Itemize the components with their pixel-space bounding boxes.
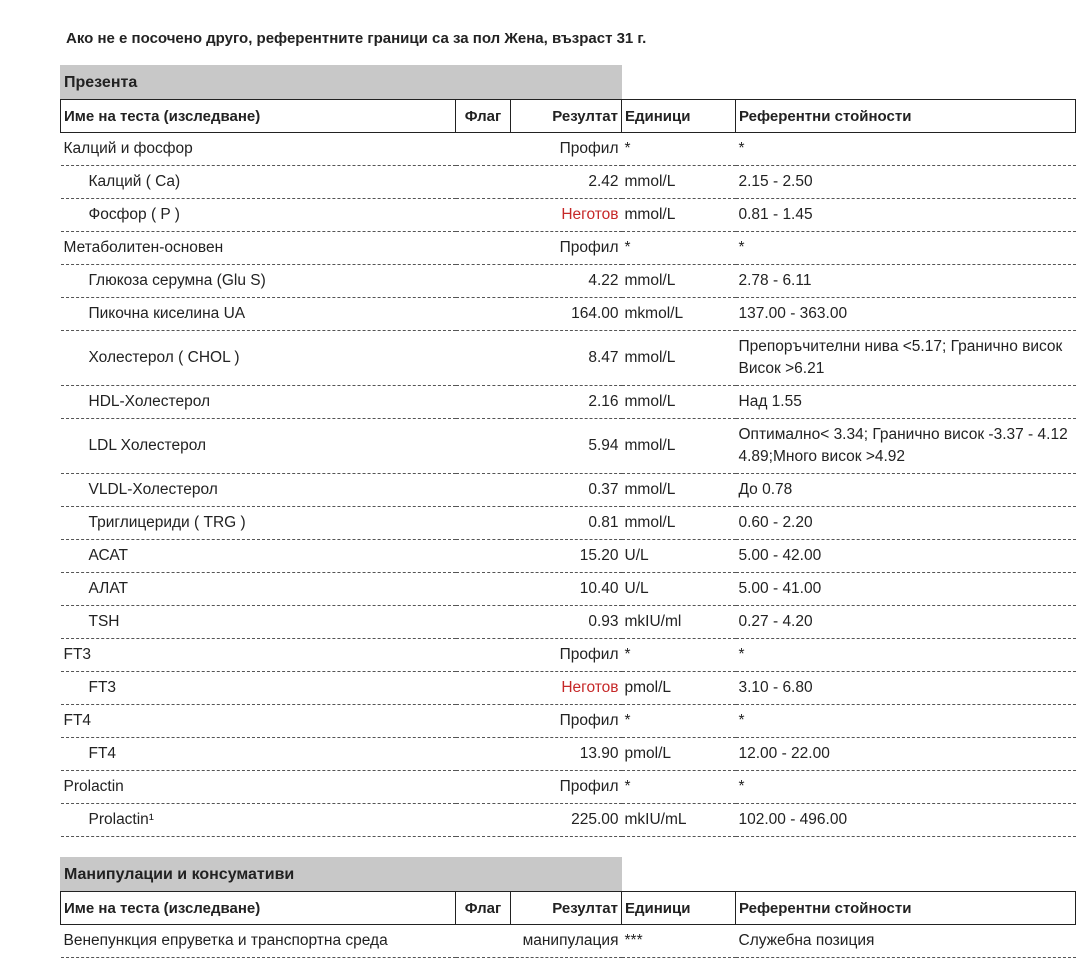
test-name: АЛАТ <box>61 573 456 606</box>
result-value: 164.00 <box>511 298 622 331</box>
col-name: Име на теста (изследване) <box>61 100 456 133</box>
reference-range <box>736 639 1076 672</box>
ref-line: 4.89;Много висок >4.92 <box>738 448 906 465</box>
reference-range <box>736 705 1076 738</box>
units: mkIU/mL <box>622 804 736 837</box>
test-name: HDL-Холестерол <box>61 386 456 419</box>
reference-range <box>736 771 1076 804</box>
ref-line: Оптимално< 3.34; Гранично висок -3.37 - 4.12 <box>738 426 1068 443</box>
col-result: Резултат <box>511 892 622 925</box>
units: * <box>622 232 736 265</box>
reference-range <box>736 540 1076 573</box>
flag <box>456 386 511 419</box>
col-ref: Референтни стойности <box>736 100 1076 133</box>
flag <box>456 265 511 298</box>
units: mkmol/L <box>622 298 736 331</box>
reference-range <box>736 419 1076 474</box>
units: * <box>622 705 736 738</box>
reference-range <box>736 804 1076 837</box>
table-row <box>61 925 1076 958</box>
reference-range <box>736 672 1076 705</box>
ref-line: 2.78 - 6.11 <box>738 272 812 289</box>
result-value: 15.20 <box>511 540 622 573</box>
flag <box>456 166 511 199</box>
test-name: LDL Холестерол <box>61 419 456 474</box>
reference-range <box>736 925 1076 958</box>
col-flag: Флаг <box>456 100 511 133</box>
units: mmol/L <box>622 331 736 386</box>
table-row <box>61 672 1076 705</box>
ref-line: 5.00 - 41.00 <box>738 580 822 597</box>
reference-range <box>736 573 1076 606</box>
units: * <box>622 639 736 672</box>
result-value: 8.47 <box>511 331 622 386</box>
table-header <box>61 892 1076 925</box>
ref-line: * <box>738 140 745 157</box>
table-row <box>61 474 1076 507</box>
result-value: 5.94 <box>511 419 622 474</box>
results-table <box>60 891 1076 958</box>
result-value: Неготов <box>511 199 622 232</box>
col-result: Резултат <box>511 100 622 133</box>
table-row <box>61 573 1076 606</box>
units: mmol/L <box>622 166 736 199</box>
table-row <box>61 199 1076 232</box>
table-row <box>61 540 1076 573</box>
result-value: 2.16 <box>511 386 622 419</box>
table-row <box>61 705 1076 738</box>
flag <box>456 606 511 639</box>
ref-line: 0.60 - 2.20 <box>738 514 813 531</box>
ref-line: * <box>738 239 745 256</box>
reference-range <box>736 298 1076 331</box>
col-name: Име на теста (изследване) <box>61 892 456 925</box>
ref-line: * <box>738 646 745 663</box>
result-value: Профил <box>511 705 622 738</box>
result-value: 0.81 <box>511 507 622 540</box>
units: *** <box>622 925 736 958</box>
test-name: Пикочна киселина UA <box>61 298 456 331</box>
flag <box>456 573 511 606</box>
reference-range <box>736 474 1076 507</box>
reference-range <box>736 331 1076 386</box>
test-name: Триглицериди ( TRG ) <box>61 507 456 540</box>
test-name: FT3 <box>61 672 456 705</box>
table-row <box>61 298 1076 331</box>
result-value: Профил <box>511 232 622 265</box>
units: mmol/L <box>622 507 736 540</box>
col-units: Единици <box>622 892 736 925</box>
flag <box>456 804 511 837</box>
section-title: Презента <box>60 65 622 99</box>
test-name: Фосфор ( P ) <box>61 199 456 232</box>
ref-line: 137.00 - 363.00 <box>738 305 848 322</box>
table-row <box>61 738 1076 771</box>
test-name: АСАТ <box>61 540 456 573</box>
units: U/L <box>622 573 736 606</box>
test-name: Prolactin¹ <box>61 804 456 837</box>
units: mmol/L <box>622 419 736 474</box>
ref-line: 0.27 - 4.20 <box>738 613 813 630</box>
table-row <box>61 771 1076 804</box>
result-value: 225.00 <box>511 804 622 837</box>
result-value: 2.42 <box>511 166 622 199</box>
test-name: Холестерол ( CHOL ) <box>61 331 456 386</box>
test-name: FT4 <box>61 738 456 771</box>
reference-range <box>736 232 1076 265</box>
table-header <box>61 100 1076 133</box>
flag <box>456 771 511 804</box>
table-row <box>61 639 1076 672</box>
flag <box>456 419 511 474</box>
reference-range <box>736 133 1076 166</box>
ref-line: 2.15 - 2.50 <box>738 173 813 190</box>
test-name: Калций ( Ca) <box>61 166 456 199</box>
result-value: 0.93 <box>511 606 622 639</box>
units: mkIU/ml <box>622 606 736 639</box>
table-row <box>61 507 1076 540</box>
table-row <box>61 265 1076 298</box>
test-name: FT3 <box>61 639 456 672</box>
ref-line: Над 1.55 <box>738 393 802 410</box>
result-value: Неготов <box>511 672 622 705</box>
col-units: Единици <box>622 100 736 133</box>
flag <box>456 925 511 958</box>
flag <box>456 540 511 573</box>
table-row <box>61 419 1076 474</box>
ref-line: 0.81 - 1.45 <box>738 206 813 223</box>
results-table <box>60 99 1076 837</box>
reference-range <box>736 166 1076 199</box>
table-row <box>61 804 1076 837</box>
result-value: 0.37 <box>511 474 622 507</box>
units: pmol/L <box>622 738 736 771</box>
test-name: Метаболитен-основен <box>61 232 456 265</box>
test-name: Калций и фосфор <box>61 133 456 166</box>
flag <box>456 639 511 672</box>
ref-line: Препоръчителни нива <5.17; Гранично висок <box>738 338 1063 355</box>
section-presenta <box>60 65 1076 837</box>
section-manipulations <box>60 857 1076 958</box>
table-row <box>61 331 1076 386</box>
result-value: 4.22 <box>511 265 622 298</box>
units: mmol/L <box>622 474 736 507</box>
reference-range <box>736 265 1076 298</box>
reference-range <box>736 606 1076 639</box>
reference-range <box>736 199 1076 232</box>
result-value: 13.90 <box>511 738 622 771</box>
units: U/L <box>622 540 736 573</box>
reference-note: Ако не е посочено друго, референтните граници са за пол Жена, възраст 31 г. <box>66 30 647 47</box>
ref-line: Висок >6.21 <box>738 360 825 377</box>
ref-line: 102.00 - 496.00 <box>738 811 848 828</box>
flag <box>456 232 511 265</box>
reference-range <box>736 738 1076 771</box>
col-flag: Флаг <box>456 892 511 925</box>
test-name: FT4 <box>61 705 456 738</box>
col-ref: Референтни стойности <box>736 892 1076 925</box>
ref-line: Служебна позиция <box>738 932 875 949</box>
flag <box>456 298 511 331</box>
table-row <box>61 606 1076 639</box>
units: * <box>622 133 736 166</box>
units: mmol/L <box>622 199 736 232</box>
table-row <box>61 232 1076 265</box>
flag <box>456 672 511 705</box>
ref-line: 3.10 - 6.80 <box>738 679 813 696</box>
flag <box>456 133 511 166</box>
table-row <box>61 166 1076 199</box>
flag <box>456 474 511 507</box>
units: mmol/L <box>622 386 736 419</box>
result-value: Профил <box>511 771 622 804</box>
flag <box>456 705 511 738</box>
test-name: TSH <box>61 606 456 639</box>
reference-range <box>736 386 1076 419</box>
flag <box>456 738 511 771</box>
reference-range <box>736 507 1076 540</box>
units: mmol/L <box>622 265 736 298</box>
result-value: манипулация <box>511 925 622 958</box>
ref-line: 5.00 - 42.00 <box>738 547 822 564</box>
table-row <box>61 133 1076 166</box>
result-value: 10.40 <box>511 573 622 606</box>
section-title: Манипулации и консумативи <box>60 857 622 891</box>
result-value: Профил <box>511 133 622 166</box>
units: * <box>622 771 736 804</box>
ref-line: 12.00 - 22.00 <box>738 745 830 762</box>
units: pmol/L <box>622 672 736 705</box>
test-name: Венепункция епруветка и транспортна среда <box>61 925 456 958</box>
test-name: Глюкоза серумна (Glu S) <box>61 265 456 298</box>
flag <box>456 331 511 386</box>
ref-line: До 0.78 <box>738 481 793 498</box>
result-value: Профил <box>511 639 622 672</box>
table-row <box>61 386 1076 419</box>
ref-line: * <box>738 778 745 795</box>
flag <box>456 507 511 540</box>
ref-line: * <box>738 712 745 729</box>
flag <box>456 199 511 232</box>
test-name: Prolactin <box>61 771 456 804</box>
test-name: VLDL-Холестерол <box>61 474 456 507</box>
